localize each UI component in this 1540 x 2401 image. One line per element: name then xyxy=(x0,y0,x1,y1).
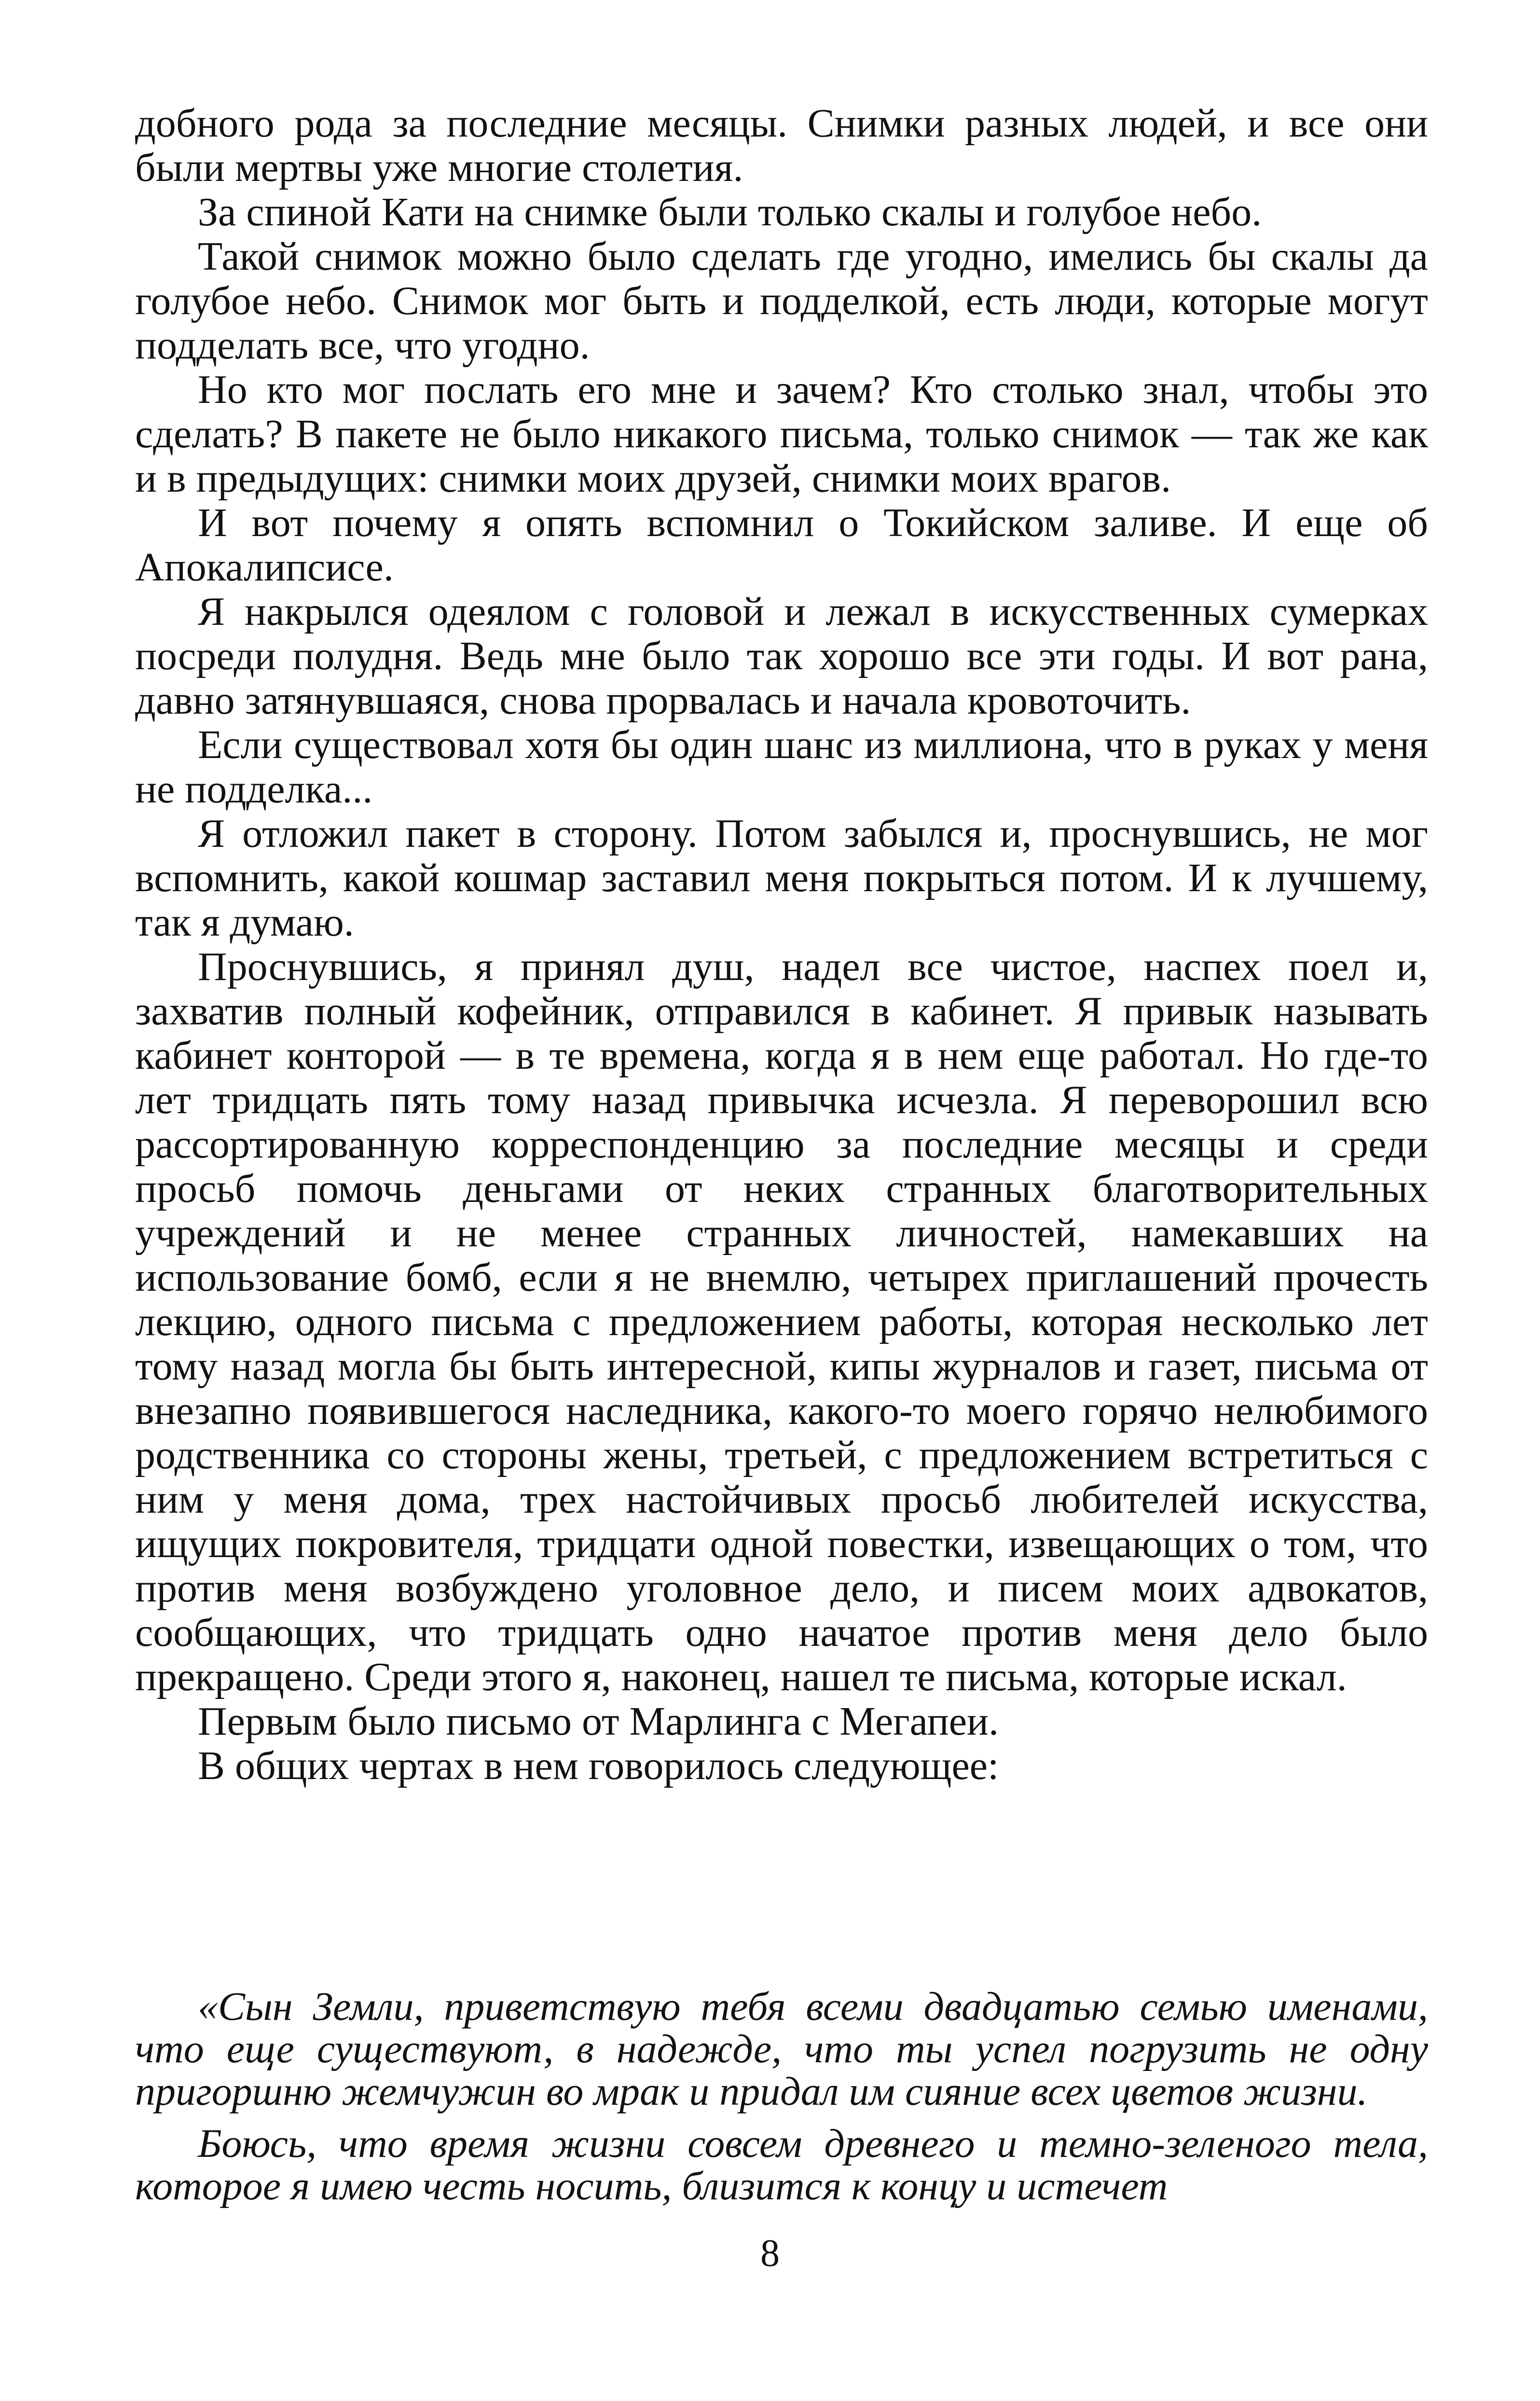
paragraph: И вот почему я опять вспомнил о Токийском заливе. И еще об Апокалипсисе. xyxy=(135,500,1428,590)
letter-paragraph: Боюсь, что время жизни совсем древнего и темно-зеленого тела, которое я имею честь носить, близится к концу и истечет xyxy=(135,2121,1428,2208)
paragraph: Я накрылся одеялом с головой и лежал в искусственных сумерках посреди полудня. Ведь мне было так хорошо все эти годы. И вот рана, давно затянувшаяся, снова прорвалась и начала кровоточить. xyxy=(135,589,1428,723)
paragraph: Но кто мог послать его мне и зачем? Кто столько знал, чтобы это сделать? В пакете не было никакого письма, только снимок — так же как и в предыдущих: снимки моих друзей, снимки моих врагов. xyxy=(135,367,1428,501)
paragraph: За спиной Кати на снимке были только скалы и голубое небо. xyxy=(198,190,1262,235)
page-number: 8 xyxy=(760,2232,780,2275)
letter-paragraph: «Сын Земли, приветствую тебя всеми двадцатью семью именами, что еще существуют, в надежде, что ты успел погрузить не одну пригоршню жемчужин во мрак и придал им сияние всех цветов жизни. xyxy=(135,1984,1428,2114)
paragraph: Первым было письмо от Марлинга с Мегапеи. xyxy=(198,1699,999,1744)
quoted-letter xyxy=(135,1986,1428,2208)
paragraph: Такой снимок можно было сделать где угодно, имелись бы скалы да голубое небо. Снимок мог быть и подделкой, есть люди, которые могут подделать все, что угодно. xyxy=(135,234,1428,368)
paragraph-continuation: добного рода за последние месяцы. Снимки разных людей, и все они были мертвы уже многие столетия. xyxy=(135,101,1428,190)
paragraph: Если существовал хотя бы один шанс из миллиона, что в руках у меня не подделка... xyxy=(135,722,1428,812)
paragraph: В общих чертах в нем говорилось следующее: xyxy=(198,1743,999,1788)
body-text xyxy=(135,101,1428,1788)
paragraph: Проснувшись, я принял душ, надел все чистое, наспех поел и, захватив полный кофейник, отправился в кабинет. Я привык называть кабинет конторой — в те времена, когда я в нем еще работал. Но где-то лет тридцать пять тому назад привычка исчезла. Я переворошил всю рассортированную корреспонденцию за последние месяцы и среди просьб помочь деньгами от неких странных благотворительных учреждений и не менее странных личностей, намекавших на использование бомб, если я не внемлю, четырех приглашений прочесть лекцию, одного письма с предложением работы, которая несколько лет тому назад могла бы быть интересной, кипы журналов и газет, письма от внезапно появившегося наследника, какого-то моего горячо нелюбимого родственника со стороны жены, третьей, с предложением встретиться с ним у меня дома, трех настойчивых просьб любителей искусства, ищущих покровителя, тридцати одной повестки, извещающих о том, что против меня возбуждено уголовное дело, и писем моих адвокатов, сообщающих, что тридцать одно начатое против меня дело было прекращено. Среди этого я, наконец, нашел те письма, которые искал. xyxy=(135,944,1428,1699)
paragraph: Я отложил пакет в сторону. Потом забылся и, проснувшись, не мог вспомнить, какой кошмар заставил меня покрыться потом. И к лучшему, так я думаю. xyxy=(135,811,1428,945)
